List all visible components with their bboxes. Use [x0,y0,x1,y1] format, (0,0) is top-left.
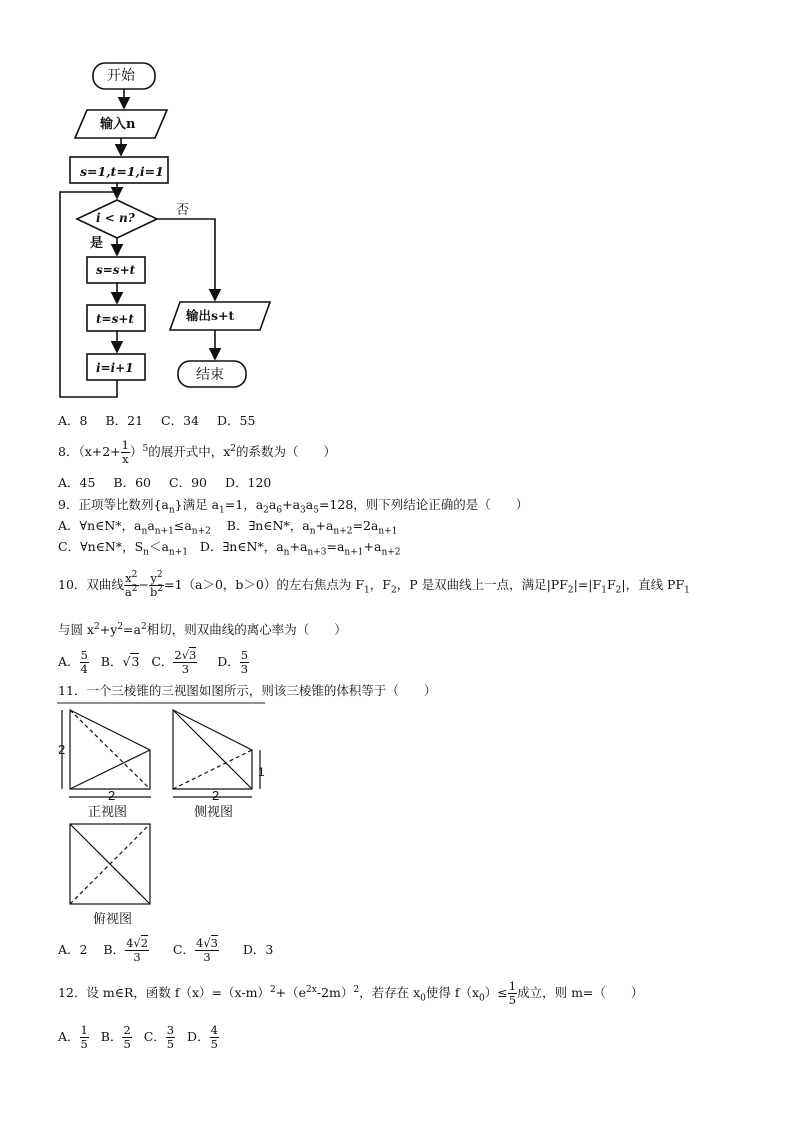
q8-fraction: $\frac{1}{x}$ [121,438,129,466]
q9-option-d[interactable]: D．∃n∈N*，$a_n+a_{n+3}=a_{n+1}+a_{n+2}$ [199,539,401,558]
q10-stem: 10．双曲线 $\frac{x^2}{a^2}$ − $\frac{y^2}{b^2}$ =1（a＞0，b＞0）的左右焦点为 $F_1$，$F_2$，P 是双曲线上一点，满足$|PF_2|=|F_1F_2|$，直线 $PF_1$ [58,570,690,599]
q11-option-c[interactable]: C． $\frac{4√3}{3}$ [172,936,218,964]
q8-option-d[interactable]: D．120 [224,475,272,490]
q12-stem: 12．设 m∈R，函数 $f(x)=(x-m)^2+(e^{2x}-2m)^2$，若存在 $x_0$使得 $f(x_0)\le$ $\frac{1}{5}$ 成立，则 m=（ ） [58,979,644,1007]
q8-stem: 8．（x+2+ $\frac{1}{x}$ ）$^5$的展开式中，$x^2$的系数为（ ） [58,438,337,466]
q11-stem: 11．一个三棱锥的三视图如图所示，则该三棱锥的体积等于（ ） [58,683,437,698]
q10-option-b[interactable]: B．√3 [100,654,140,669]
q9-options-ab [58,518,398,537]
q10-line2: 与圆 $x^2+y^2=a^2$相切，则双曲线的离心率为（ ） [58,621,347,637]
q7-option-a[interactable]: A．8 [58,413,88,428]
q12-option-a[interactable]: A． $\frac{1}{5}$ [58,1023,88,1051]
flowchart-start-text: 开始 [107,68,135,84]
q9-option-a[interactable]: A．∀n∈N*，$a_na_{n+1}\le a_{n+2}$ [58,518,211,537]
q11-option-d[interactable]: D．3 [242,942,274,957]
dim-side-width: 2 [212,788,220,803]
side-view-label: 侧视图 [194,805,234,820]
q10-option-a[interactable]: A． $\frac{5}{4}$ [58,648,88,676]
dim-side-height: 1 [258,765,265,779]
q11-option-b[interactable]: B． $\frac{4√2}{3}$ [103,936,149,964]
flowchart-no-text: 否 [176,203,190,218]
top-view-label: 俯视图 [93,912,133,927]
q10-fraction-y: $\frac{y^2}{b^2}$ [149,570,164,599]
flowchart-end-text: 结束 [196,367,224,383]
q7-option-b[interactable]: B．21 [105,413,144,428]
q11-option-a[interactable]: A．2 [58,942,88,957]
q8-option-c[interactable]: C．90 [169,475,207,490]
q9-option-b[interactable]: B．∃n∈N*，$a_n+a_{n+2}=2a_{n+1}$ [226,518,398,537]
flowchart-step2-text: t=s+t [96,312,134,326]
flowchart-yes-text: 是 [90,236,104,251]
q10-options [58,645,249,679]
q12-option-d[interactable]: D． $\frac{4}{5}$ [187,1023,218,1051]
flowchart-output-text: 输出s+t [186,308,235,323]
q12-option-b[interactable]: B． $\frac{2}{5}$ [100,1023,131,1051]
q7-option-d[interactable]: D．55 [217,413,256,428]
q10-fraction-x: $\frac{x^2}{a^2}$ [124,570,138,599]
flowchart-init-text: s=1,t=1,i=1 [80,164,164,179]
flowchart-input-text: 输入n [100,117,136,132]
flowchart-step1-text: s=s+t [96,263,136,277]
flowchart-cond-text: i < n? [96,211,135,225]
q9-options-cd [58,539,401,558]
flowchart [55,55,285,405]
dim-front-width: 2 [108,788,116,803]
q9-stem: 9．正项等比数列$\{a_n\}$满足 $a_1=1$，$a_2a_6+a_3a_5=128$，则下列结论正确的是（ ） [58,497,529,516]
q10-option-d[interactable]: D． $\frac{5}{3}$ [217,648,249,676]
dim-front-height: 2 [58,742,66,757]
q8-option-b[interactable]: B．60 [113,475,152,490]
front-view-label: 正视图 [88,805,128,820]
q9-option-c[interactable]: C．∀n∈N*，$S_n<a_{n+1}$ [58,539,188,558]
q12-fraction: $\frac{1}{5}$ [508,979,517,1007]
q12-option-c[interactable]: C． $\frac{3}{5}$ [143,1023,175,1051]
q7-option-c[interactable]: C．34 [161,413,200,428]
q10-option-c[interactable]: C． $\frac{2√3}{3}$ [151,648,197,676]
q8-options [58,475,285,491]
q12-options [58,1020,219,1054]
flowchart-step3-text: i=i+1 [96,361,134,375]
q7-options [58,413,269,429]
q11-options [58,933,273,967]
q8-option-a[interactable]: A．45 [58,475,96,490]
